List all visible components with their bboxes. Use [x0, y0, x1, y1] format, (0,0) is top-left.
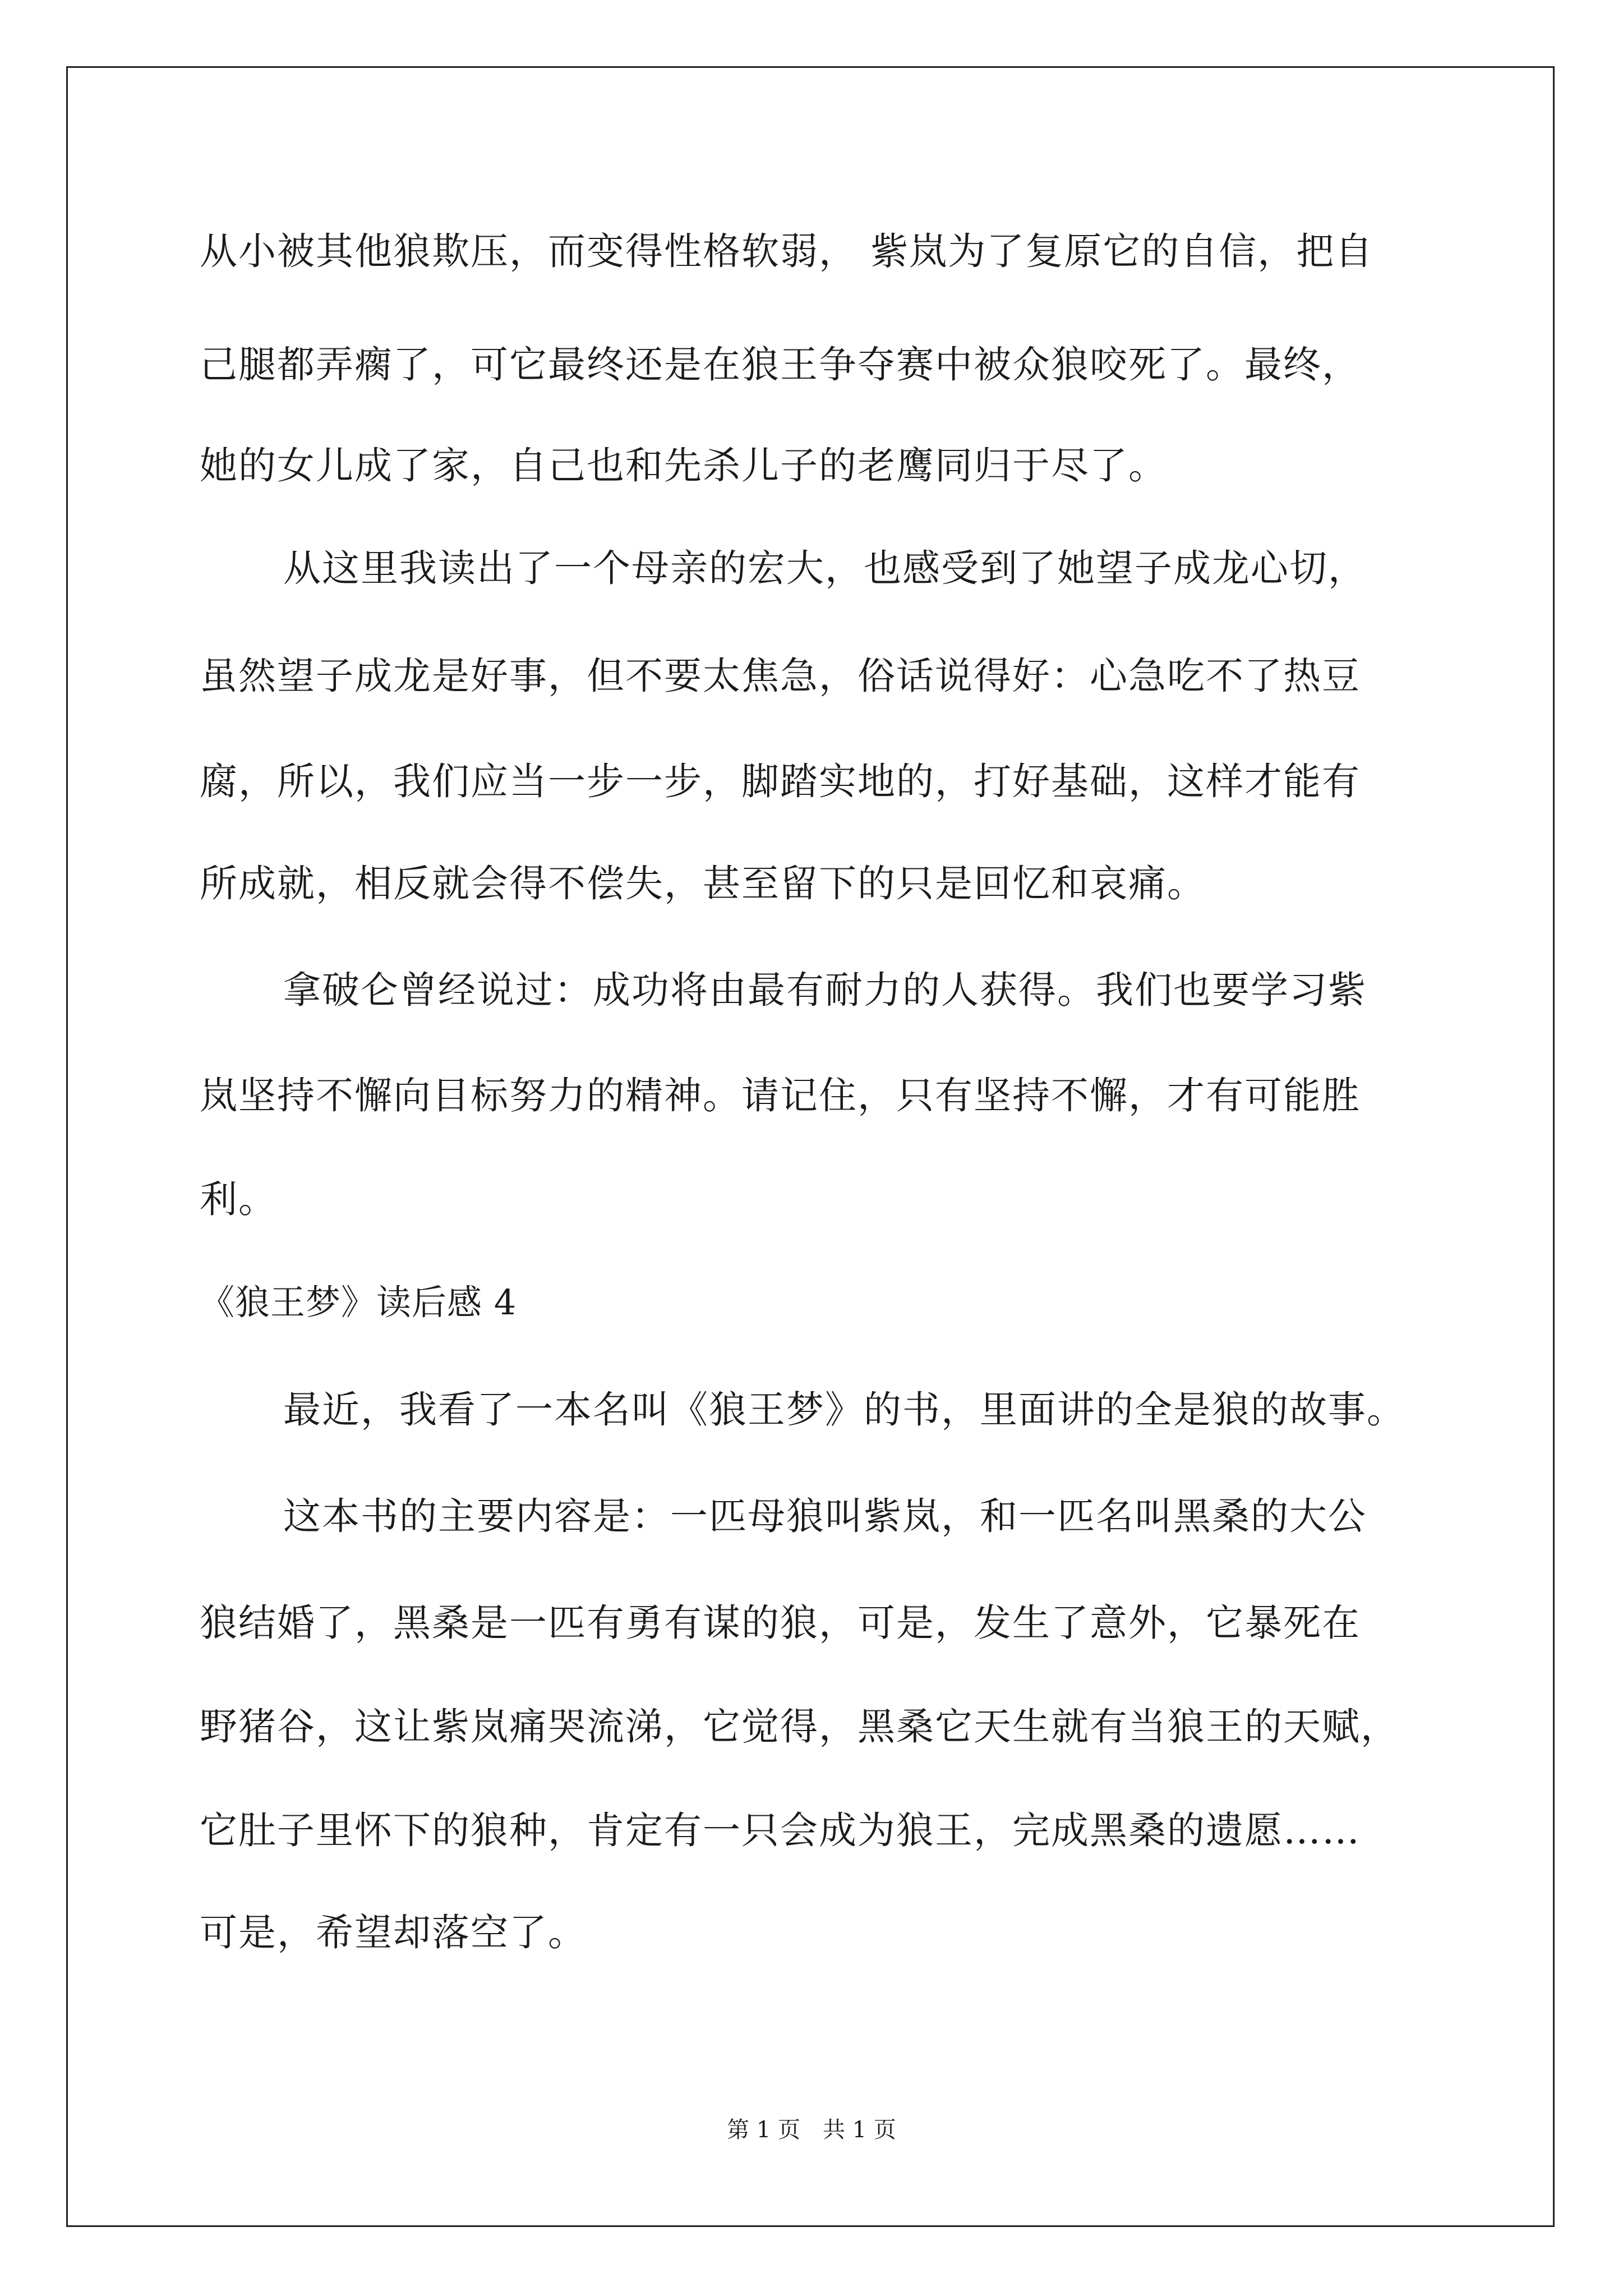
page-total: 共 1 页: [823, 2117, 896, 2143]
text-line: 最近，我看了一本名叫《狼王梦》的书，里面讲的全是狼的故事。: [283, 1388, 1405, 1432]
text-line: 野猪谷，这让紫岚痛哭流涕，它觉得，黑桑它天生就有当狼王的天赋，: [200, 1705, 1399, 1749]
section-heading: 《狼王梦》读后感 4: [200, 1282, 517, 1323]
text-line: 虽然望子成龙是好事，但不要太焦急，俗话说得好：心急吃不了热豆: [200, 654, 1361, 698]
text-line: 这本书的主要内容是：一匹母狼叫紫岚，和一匹名叫黑桑的大公: [283, 1494, 1367, 1538]
page-border: [66, 66, 1555, 2227]
page-number: 第 1 页: [727, 2117, 800, 2143]
text-line: 己腿都弄瘸了，可它最终还是在狼王争夺赛中被众狼咬死了。最终，: [200, 343, 1361, 386]
text-line: 岚坚持不懈向目标努力的精神。请记住，只有坚持不懈，才有可能胜: [200, 1074, 1361, 1117]
text-line: 从这里我读出了一个母亲的宏大，也感受到了她望子成龙心切，: [283, 546, 1367, 590]
text-line: 腐，所以，我们应当一步一步，脚踏实地的，打好基础，这样才能有: [200, 760, 1361, 803]
text-line: 拿破仑曾经说过：成功将由最有耐力的人获得。我们也要学习紫: [283, 968, 1367, 1012]
text-line: 她的女儿成了家，自己也和先杀儿子的老鹰同归于尽了。: [200, 444, 1167, 487]
page-footer: [0, 2116, 1623, 2144]
text-line: 它肚子里怀下的狼种，肯定有一只会成为狼王，完成黑桑的遗愿……: [200, 1809, 1361, 1852]
text-line: 可是，希望却落空了。: [200, 1911, 587, 1954]
text-line: 所成就，相反就会得不偿失，甚至留下的只是回忆和哀痛。: [200, 862, 1206, 905]
text-line: 狼结婚了，黑桑是一匹有勇有谋的狼，可是，发生了意外，它暴死在: [200, 1601, 1361, 1645]
text-line: 利。: [200, 1177, 277, 1221]
text-line: 从小被其他狼欺压，而变得性格软弱， 紫岚为了复原它的自信，把自: [200, 229, 1374, 273]
